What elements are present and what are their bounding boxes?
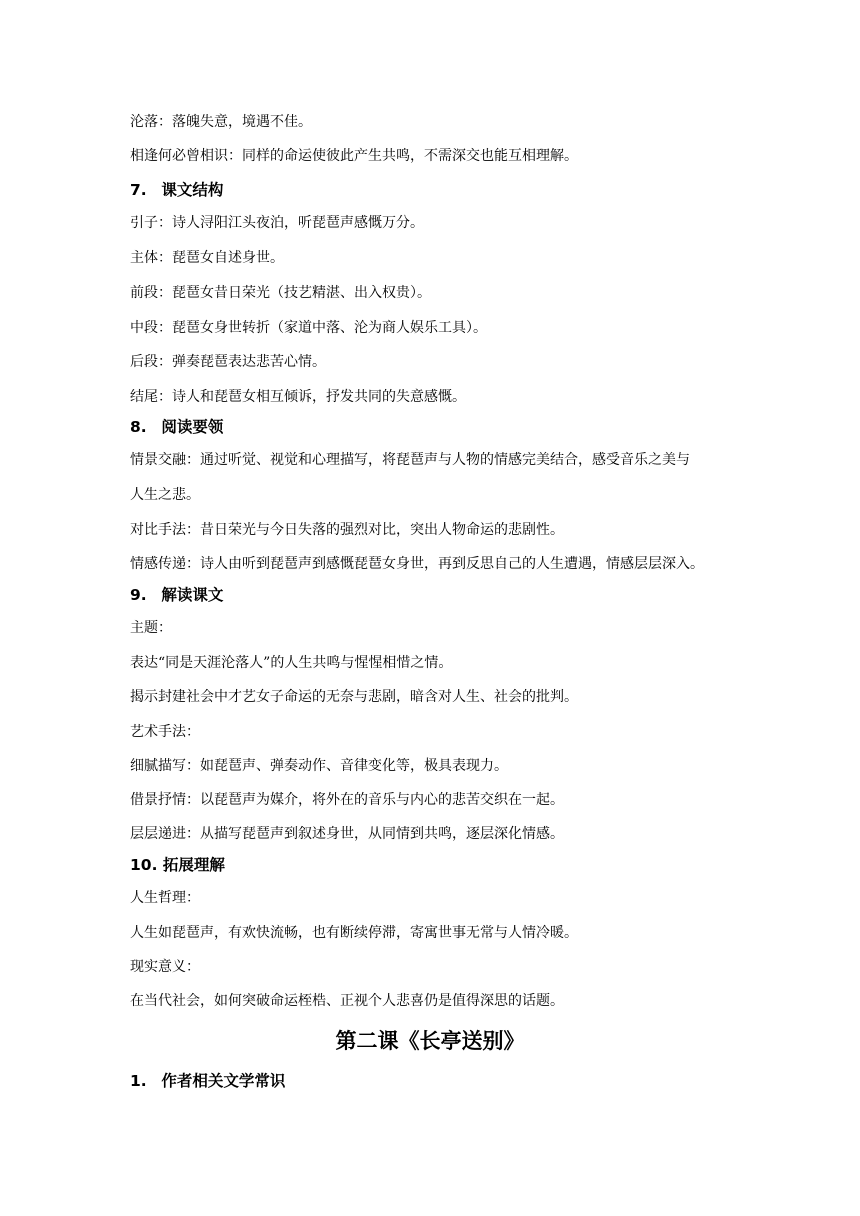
section-number: 9. bbox=[130, 586, 147, 604]
section-heading-10 bbox=[130, 854, 225, 876]
section-heading-9 bbox=[130, 584, 223, 606]
text-line: 沦落：落魄失意，境遇不佳。 bbox=[130, 114, 312, 130]
text-line: 现实意义： bbox=[130, 959, 200, 975]
text-line: 对比手法：昔日荣光与今日失落的强烈对比，突出人物命运的悲剧性。 bbox=[130, 522, 564, 538]
section-number: 8. bbox=[130, 418, 147, 436]
text-line: 人生之悲。 bbox=[130, 487, 200, 503]
text-line: 前段：琵琶女昔日荣光（技艺精湛、出入权贵）。 bbox=[130, 285, 431, 301]
text-line: 情景交融：通过听觉、视觉和心理描写，将琵琶声与人物的情感完美结合，感受音乐之美与 bbox=[130, 452, 690, 468]
text-line: 表达“同是天涯沦落人”的人生共鸣与惺惺相惜之情。 bbox=[130, 655, 453, 671]
text-line: 在当代社会，如何突破命运桎梏、正视个人悲喜仍是值得深思的话题。 bbox=[130, 993, 564, 1009]
text-line: 人生如琵琶声，有欢快流畅，也有断续停滞，寄寓世事无常与人情冷暖。 bbox=[130, 925, 578, 941]
text-line: 人生哲理： bbox=[130, 890, 200, 906]
section-title: 作者相关文学常识 bbox=[161, 1072, 286, 1090]
section-heading-7 bbox=[130, 179, 223, 201]
section-number: 10. bbox=[130, 856, 158, 874]
section-heading-8 bbox=[130, 416, 223, 438]
section-title: 拓展理解 bbox=[162, 856, 225, 874]
text-line: 情感传递：诗人由听到琵琶声到感慨琵琶女身世，再到反思自己的人生遭遇，情感层层深入。 bbox=[130, 556, 704, 572]
text-line: 细腻描写：如琵琶声、弹奏动作、音律变化等，极具表现力。 bbox=[130, 758, 508, 774]
text-line: 主题： bbox=[130, 620, 172, 636]
section-heading-1 bbox=[130, 1070, 285, 1092]
text-line: 中段：琵琶女身世转折（家道中落、沦为商人娱乐工具）。 bbox=[130, 320, 487, 336]
text-line: 艺术手法： bbox=[130, 724, 200, 740]
text-line: 层层递进：从描写琵琶声到叙述身世，从同情到共鸣，逐层深化情感。 bbox=[130, 826, 564, 842]
section-number: 7. bbox=[130, 181, 147, 199]
text-line: 结尾：诗人和琵琶女相互倾诉，抒发共同的失意感慨。 bbox=[130, 389, 466, 405]
text-line: 借景抒情：以琵琶声为媒介，将外在的音乐与内心的悲苦交织在一起。 bbox=[130, 792, 564, 808]
text-line: 揭示封建社会中才艺女子命运的无奈与悲剧，暗含对人生、社会的批判。 bbox=[130, 689, 578, 705]
text-line: 引子：诗人浔阳江头夜泊，听琵琶声感慨万分。 bbox=[130, 215, 424, 231]
section-title: 阅读要领 bbox=[161, 418, 224, 436]
text-line: 主体：琵琶女自述身世。 bbox=[130, 250, 284, 266]
section-title: 课文结构 bbox=[161, 181, 224, 199]
lesson-title: 第二课《长亭送别》 bbox=[335, 1029, 525, 1053]
section-title: 解读课文 bbox=[161, 586, 224, 604]
text-line: 后段：弹奏琵琶表达悲苦心情。 bbox=[130, 354, 326, 370]
section-number: 1. bbox=[130, 1072, 147, 1090]
text-line: 相逢何必曾相识：同样的命运使彼此产生共鸣，不需深交也能互相理解。 bbox=[130, 148, 578, 164]
